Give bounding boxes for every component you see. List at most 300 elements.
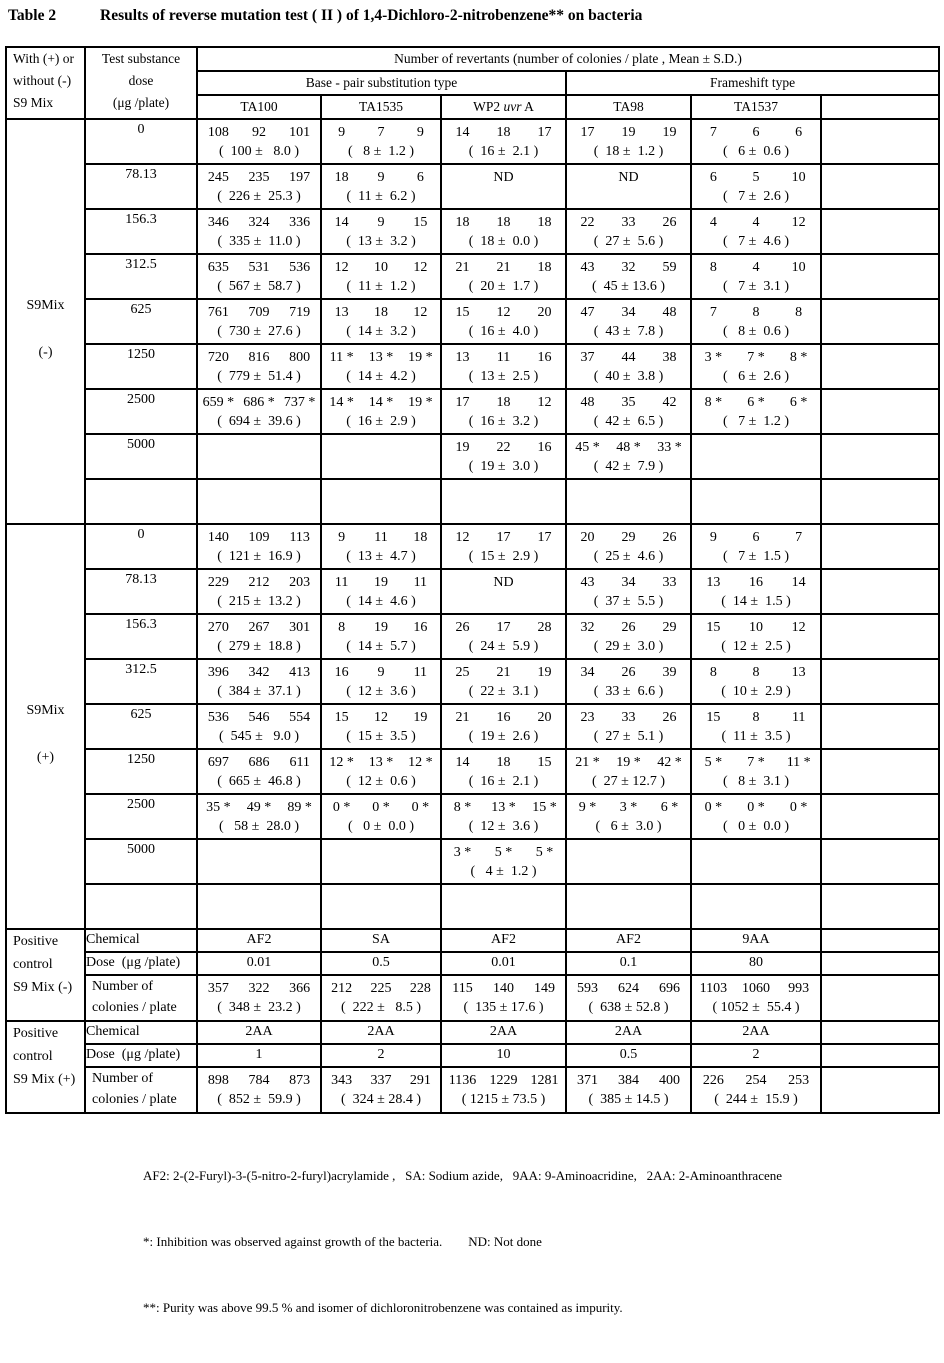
colony-count-value: 26	[621, 665, 636, 680]
mean-sd-value: ( 335 ± 11.0 )	[217, 234, 301, 249]
colony-count-value: 15 *	[532, 800, 557, 815]
empty-cell	[821, 1021, 939, 1044]
positive-control-label	[6, 1021, 85, 1113]
colony-counts	[567, 660, 690, 682]
colony-count-value: 696	[659, 981, 680, 996]
colony-count-value: 212	[331, 981, 353, 996]
result-cell	[321, 524, 441, 569]
colony-count-value: 16	[749, 575, 763, 590]
colony-counts	[198, 210, 320, 232]
colony-count-value: 301	[289, 620, 311, 635]
colony-count-value: 12	[791, 620, 806, 635]
colony-count-value: 197	[289, 170, 311, 185]
colony-count-value: 253	[788, 1073, 810, 1088]
colony-counts	[692, 300, 820, 322]
result-cell	[566, 434, 691, 479]
colony-count-value: 13 *	[491, 800, 516, 815]
colony-count-value: 7	[795, 530, 803, 545]
colony-count-value: 6 *	[747, 395, 765, 410]
result-cell	[321, 704, 441, 749]
colony-count-value: 659 *	[202, 395, 235, 410]
result-cell	[691, 209, 821, 254]
colony-count-value: 34	[580, 665, 595, 680]
result-cell	[197, 299, 321, 344]
colony-count-value: 11	[791, 710, 806, 725]
table-title	[0, 0, 944, 25]
colony-count-value: 108	[207, 125, 229, 140]
result-cell	[566, 344, 691, 389]
colony-count-value: 14	[334, 215, 349, 230]
header-row-1	[6, 47, 939, 71]
result-cell	[197, 254, 321, 299]
dose-data-row	[6, 839, 939, 884]
colony-counts	[442, 300, 565, 322]
colony-count-value: 0 *	[747, 800, 765, 815]
colony-count-value: 6	[416, 170, 424, 185]
colony-count-value: 719	[289, 305, 311, 320]
colony-count-value: 12	[413, 260, 428, 275]
colony-counts	[322, 525, 440, 547]
colony-count-value: 18	[537, 215, 552, 230]
result-cell	[441, 344, 566, 389]
chemical-cell: 2AA	[691, 1021, 821, 1044]
result-cell	[321, 884, 441, 929]
dose-data-row	[6, 704, 939, 749]
mean-sd-value: ( 22 ± 3.1 )	[468, 684, 539, 699]
colony-count-value: 13 *	[368, 755, 394, 770]
mean-sd-value: ( 27 ± 5.6 )	[593, 234, 664, 249]
result-cell	[691, 479, 821, 524]
colony-count-value: 8	[752, 305, 760, 320]
result-cell	[441, 659, 566, 704]
s9-mix-header-line: With (+) or	[13, 51, 75, 66]
result-cell	[441, 884, 566, 929]
colony-count-value: 536	[289, 260, 311, 275]
result-cell	[566, 524, 691, 569]
mean-sd-value: ( 16 ± 2.9 )	[346, 414, 416, 429]
strain-header-cell	[441, 95, 566, 119]
mean-sd-value: ( 1052 ± 55.4 )	[712, 1000, 800, 1015]
colony-count-value: 19 *	[616, 755, 641, 770]
colony-count-value: 18	[373, 305, 388, 320]
colony-count-value: 33 *	[657, 440, 682, 455]
colony-counts	[198, 525, 320, 547]
mean-sd-value: ( 7 ± 1.5 )	[722, 549, 789, 564]
mean-sd-value: ( 135 ± 17.6 )	[463, 1000, 544, 1015]
colony-count-value: 737 *	[283, 395, 316, 410]
colony-counts	[692, 1068, 820, 1090]
colony-counts	[322, 976, 440, 998]
empty-cell	[821, 164, 939, 209]
mean-sd-value: ( 58 ± 28.0 )	[218, 819, 299, 834]
result-cell	[197, 839, 321, 884]
colony-count-value: 26	[662, 710, 677, 725]
strain-name-part: uvr	[503, 99, 522, 114]
result-cell	[566, 884, 691, 929]
colony-count-value: 42 *	[657, 755, 682, 770]
colony-count-value: 32	[621, 260, 636, 275]
colony-count-value: 14 *	[329, 395, 354, 410]
number-row-label-line: Number of	[92, 979, 154, 994]
colony-count-value: 342	[248, 665, 270, 680]
colony-count-value: 9	[377, 215, 385, 230]
mean-sd-value: ( 567 ± 58.7 )	[217, 279, 301, 294]
colony-count-value: 203	[289, 575, 311, 590]
empty-cell	[821, 1044, 939, 1067]
number-row-label-line: Number of	[92, 1071, 154, 1086]
colony-count-value: 5 *	[535, 845, 554, 860]
colony-count-value: 17	[537, 125, 552, 140]
empty-cell	[821, 389, 939, 434]
colony-counts	[198, 165, 320, 187]
colony-count-value: 13	[791, 665, 806, 680]
colony-count-value: 12	[373, 710, 388, 725]
nd-label: ND	[493, 575, 514, 590]
mean-sd-value: ( 16 ± 2.1 )	[468, 144, 539, 159]
colony-count-value: 16	[496, 710, 511, 725]
result-cell	[321, 839, 441, 884]
colony-count-value: 44	[621, 350, 636, 365]
colony-count-value: 89 *	[287, 800, 312, 815]
dose-data-row	[6, 659, 939, 704]
colony-count-value: 6	[795, 125, 803, 140]
colony-counts	[567, 750, 690, 772]
colony-count-cell	[321, 1067, 441, 1113]
colony-count-value: 19	[662, 125, 677, 140]
mean-sd-value: ( 19 ± 2.6 )	[468, 729, 539, 744]
chemical-cell: 2AA	[566, 1021, 691, 1044]
dose-cell: 625	[85, 704, 197, 749]
mean-sd-value: ( 6 ± 3.0 )	[595, 819, 662, 834]
mean-sd-value: ( 14 ± 5.7 )	[346, 639, 416, 654]
colony-count-value: 10	[791, 170, 806, 185]
colony-count-value: 8	[752, 710, 760, 725]
footnote-abbreviations: AF2: 2-(2-Furyl)-3-(5-nitro-2-furyl)acrylamide , SA: Sodium azide, 9AA: 9-Aminoacridine, 2AA: 2-Aminoanthracene	[143, 1168, 783, 1183]
colony-count-value: 17	[580, 125, 595, 140]
mean-sd-value: ( 226 ± 25.3 )	[217, 189, 301, 204]
result-cell	[197, 479, 321, 524]
dose-data-row	[6, 209, 939, 254]
footnotes	[143, 1121, 944, 1363]
colony-counts	[692, 525, 820, 547]
results-table	[5, 46, 940, 1114]
colony-count-cell	[691, 975, 821, 1021]
chemical-cell: AF2	[566, 929, 691, 952]
colony-count-value: 14	[791, 575, 806, 590]
dose-cell: 1250	[85, 749, 197, 794]
dose-header-line: Test substance	[101, 51, 181, 66]
dose-cell: 156.3	[85, 209, 197, 254]
nd-label: ND	[493, 170, 514, 185]
colony-count-value: 816	[248, 350, 270, 365]
chemical-row-label: Chemical	[85, 929, 197, 952]
mean-sd-value: ( 244 ± 15.9 )	[714, 1092, 798, 1107]
mean-sd-value: ( 7 ± 4.6 )	[722, 234, 789, 249]
mean-sd-value: ( 14 ± 4.2 )	[346, 369, 416, 384]
colony-count-value: 18	[413, 530, 428, 545]
colony-count-value: 9	[416, 125, 424, 140]
mean-sd-value: ( 4 ± 1.2 )	[470, 864, 537, 879]
colony-counts	[322, 705, 440, 727]
colony-counts	[567, 120, 690, 142]
nd-label: ND	[618, 170, 639, 185]
empty-cell	[821, 952, 939, 975]
footnote-asterisk: *: Inhibition was observed against growth of the bacteria. ND: Not done	[143, 1234, 542, 1249]
colony-count-value: 1229	[489, 1073, 518, 1088]
colony-count-value: 18	[334, 170, 349, 185]
mean-sd-value: ( 16 ± 3.2 )	[468, 414, 539, 429]
colony-count-value: 15	[537, 755, 552, 770]
colony-count-value: 8	[338, 620, 346, 635]
colony-counts	[442, 976, 565, 998]
colony-count-value: 18	[537, 260, 552, 275]
result-cell	[197, 119, 321, 164]
colony-count-value: 3 *	[619, 800, 638, 815]
colony-count-value: 109	[248, 530, 270, 545]
colony-count-value: 20	[537, 305, 552, 320]
result-cell	[691, 794, 821, 839]
colony-count-value: 11	[374, 530, 388, 545]
mean-sd-value: ( 7 ± 1.2 )	[722, 414, 789, 429]
colony-count-value: 371	[577, 1073, 598, 1088]
mean-sd-value: ( 12 ± 3.6 )	[346, 684, 416, 699]
colony-counts	[322, 255, 440, 277]
colony-count-value: 0 *	[372, 800, 390, 815]
colony-count-value: 531	[248, 260, 270, 275]
dose-cell: 625	[85, 299, 197, 344]
result-cell	[197, 659, 321, 704]
colony-count-value: 686	[248, 755, 270, 770]
dose-cell: 5000	[85, 434, 197, 479]
colony-count-value: 17	[496, 530, 511, 545]
result-cell	[321, 299, 441, 344]
result-cell	[441, 209, 566, 254]
colony-count-value: 16	[537, 440, 552, 455]
colony-count-value: 14 *	[368, 395, 394, 410]
s9-mix-label: S9Mix	[26, 703, 65, 719]
mean-sd-value: ( 15 ± 3.5 )	[346, 729, 416, 744]
mean-sd-value: ( 25 ± 4.6 )	[593, 549, 664, 564]
chemical-cell: AF2	[441, 929, 566, 952]
result-cell	[566, 389, 691, 434]
colony-counts	[442, 435, 565, 457]
colony-count-value: 48	[580, 395, 595, 410]
colony-counts	[692, 660, 820, 682]
result-cell	[321, 164, 441, 209]
colony-count-value: 11	[413, 665, 428, 680]
mean-sd-value: ( 10 ± 2.9 )	[721, 684, 791, 699]
colony-count-value: 267	[248, 620, 270, 635]
colony-count-value: 9	[709, 530, 717, 545]
s9-mix-cell	[6, 119, 85, 524]
colony-count-value: 49 *	[246, 800, 272, 815]
positive-control-count-row	[6, 1067, 939, 1113]
colony-counts	[322, 1068, 440, 1090]
mean-sd-value: ( 222 ± 8.5 )	[340, 1000, 421, 1015]
colony-count-value: 229	[207, 575, 229, 590]
mean-sd-value: ( 121 ± 16.9 )	[217, 549, 301, 564]
colony-count-value: 140	[207, 530, 229, 545]
colony-count-value: 29	[621, 530, 636, 545]
colony-count-cell	[441, 1067, 566, 1113]
colony-count-value: 48 *	[616, 440, 641, 455]
result-cell	[691, 569, 821, 614]
positive-control-count-row	[6, 975, 939, 1021]
colony-count-value: 48	[662, 305, 677, 320]
colony-count-value: 212	[248, 575, 270, 590]
colony-count-value: 17	[496, 620, 511, 635]
colony-count-value: 1281	[530, 1073, 559, 1088]
result-cell	[566, 749, 691, 794]
mean-sd-value: ( 20 ± 1.7 )	[468, 279, 539, 294]
result-cell	[197, 164, 321, 209]
colony-count-value: 11	[413, 575, 428, 590]
colony-counts	[322, 120, 440, 142]
colony-count-value: 19	[373, 575, 388, 590]
result-cell	[566, 569, 691, 614]
result-cell	[321, 254, 441, 299]
mean-sd-value: ( 24 ± 5.9 )	[468, 639, 539, 654]
colony-count-value: 800	[289, 350, 311, 365]
empty-cell	[821, 344, 939, 389]
dose-data-row	[6, 884, 939, 929]
colony-counts	[198, 660, 320, 682]
mean-sd-value: ( 12 ± 2.5 )	[721, 639, 791, 654]
mean-sd-value: ( 6 ± 2.6 )	[722, 369, 789, 384]
colony-count-value: 28	[537, 620, 552, 635]
colony-count-value: 15	[455, 305, 470, 320]
result-cell	[197, 569, 321, 614]
colony-counts	[567, 345, 690, 367]
colony-counts	[567, 705, 690, 727]
result-cell	[197, 389, 321, 434]
dose-cell: 312.5	[85, 254, 197, 299]
dose-value-cell: 0.01	[197, 952, 321, 975]
mean-sd-value: ( 100 ± 8.0 )	[218, 144, 299, 159]
colony-count-value: 366	[289, 981, 311, 996]
dose-data-row	[6, 389, 939, 434]
colony-count-cell	[321, 975, 441, 1021]
colony-count-value: 33	[662, 575, 677, 590]
colony-count-value: 23	[580, 710, 595, 725]
result-cell	[566, 479, 691, 524]
colony-count-value: 12	[455, 530, 470, 545]
empty-cell	[821, 524, 939, 569]
colony-counts	[442, 795, 565, 817]
dose-value-cell: 2	[321, 1044, 441, 1067]
result-cell	[691, 254, 821, 299]
result-cell	[321, 389, 441, 434]
colony-counts	[322, 345, 440, 367]
colony-count-value: 19	[455, 440, 470, 455]
colony-counts	[442, 525, 565, 547]
colony-count-value: 42	[662, 395, 677, 410]
colony-count-value: 21	[496, 260, 511, 275]
chemical-cell: 9AA	[691, 929, 821, 952]
colony-count-value: 43	[580, 260, 595, 275]
colony-count-value: 18	[496, 125, 511, 140]
colony-counts	[567, 210, 690, 232]
colony-count-value: 5 *	[494, 845, 513, 860]
colony-counts	[567, 570, 690, 592]
colony-count-value: 9	[377, 665, 385, 680]
colony-count-value: 35 *	[206, 800, 231, 815]
colony-counts	[442, 210, 565, 232]
mean-sd-value: ( 16 ± 4.0 )	[468, 324, 539, 339]
dose-cell: 0	[85, 524, 197, 569]
strain-header-cell	[821, 95, 939, 119]
colony-counts	[322, 795, 440, 817]
colony-counts	[198, 570, 320, 592]
result-cell	[197, 434, 321, 479]
dose-value-cell: 10	[441, 1044, 566, 1067]
dose-data-row	[6, 614, 939, 659]
colony-count-value: 59	[662, 260, 677, 275]
mean-sd-value: ( 14 ± 4.6 )	[346, 594, 416, 609]
result-cell	[321, 749, 441, 794]
positive-control-chemical-row	[6, 1021, 939, 1044]
positive-control-dose-row	[6, 952, 939, 975]
result-cell	[441, 434, 566, 479]
colony-count-value: 357	[207, 981, 229, 996]
colony-count-value: 1103	[699, 981, 728, 996]
colony-count-value: 11	[334, 575, 349, 590]
colony-count-value: 101	[289, 125, 311, 140]
colony-counts	[692, 750, 820, 772]
mean-sd-value: ( 15 ± 2.9 )	[468, 549, 539, 564]
colony-count-cell	[197, 975, 321, 1021]
colony-count-value: 12 *	[408, 755, 433, 770]
colony-counts	[442, 390, 565, 412]
strain-header-cell: TA100	[197, 95, 321, 119]
result-cell	[691, 614, 821, 659]
colony-counts	[442, 840, 565, 862]
empty-cell	[821, 479, 939, 524]
colony-counts	[567, 435, 690, 457]
mean-sd-value: ( 7 ± 3.1 )	[722, 279, 789, 294]
colony-count-value: 225	[370, 981, 392, 996]
mean-sd-value: ( 0 ± 0.0 )	[722, 819, 789, 834]
colony-count-value: 11 *	[329, 350, 354, 365]
colony-count-value: 16	[334, 665, 349, 680]
colony-count-value: 235	[248, 170, 270, 185]
colony-count-value: 10	[749, 620, 763, 635]
result-cell	[691, 839, 821, 884]
revertants-header: Number of revertants (number of colonies / plate , Mean ± S.D.)	[197, 47, 939, 71]
colony-counts	[322, 660, 440, 682]
colony-count-value: 686 *	[243, 395, 275, 410]
colony-counts	[322, 300, 440, 322]
colony-count-value: 32	[580, 620, 595, 635]
result-cell	[441, 119, 566, 164]
positive-control-label-line: S9 Mix (+)	[13, 1072, 76, 1087]
colony-count-value: 115	[452, 981, 473, 996]
positive-control-label-line: control	[13, 957, 53, 972]
mean-sd-value: ( 11 ± 6.2 )	[346, 189, 416, 204]
colony-count-value: 20	[537, 710, 552, 725]
colony-count-value: 709	[248, 305, 270, 320]
colony-count-value: 12	[496, 305, 511, 320]
colony-count-value: 8	[795, 305, 803, 320]
colony-counts	[567, 255, 690, 277]
mean-sd-value: ( 8 ± 0.6 )	[722, 324, 789, 339]
positive-control-dose-row	[6, 1044, 939, 1067]
colony-count-value: 0 *	[411, 800, 430, 815]
colony-counts	[198, 255, 320, 277]
mean-sd-value: ( 7 ± 2.6 )	[722, 189, 789, 204]
number-row-label-line: colonies / plate	[92, 1092, 177, 1107]
colony-count-value: 6 *	[789, 395, 808, 410]
